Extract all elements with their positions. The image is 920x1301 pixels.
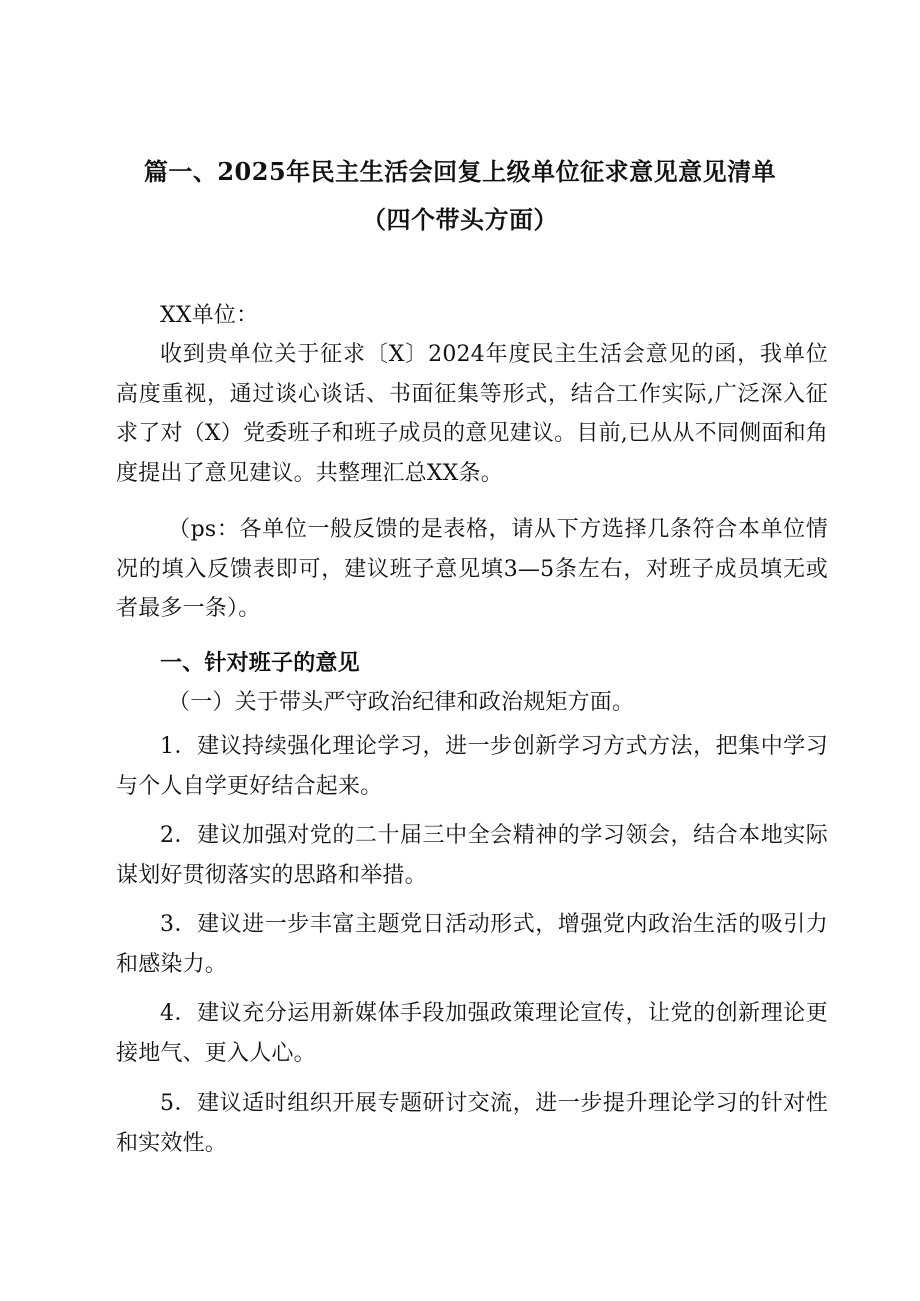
list-item-2: 2．建议加强对党的二十届三中全会精神的学习领会，结合本地实际谋划好贯彻落实的思路和举措。 (116, 823, 828, 888)
list-item-4: 4．建议充分运用新媒体手段加强政策理论宣传，让党的创新理论更接地气、更入人心。 (116, 1001, 828, 1066)
intro-paragraph: 收到贵单位关于征求〔X〕2024年度民主生活会意见的函，我单位高度重视，通过谈心谈话、书面征集等形式，结合工作实际,广泛深入征求了对（X）党委班子和班子成员的意见建议。目前,已从从不同侧面和角度提出了意见建议。共整理汇总XX条。 (116, 342, 828, 486)
note-paragraph: （ps：各单位一般反馈的是表格，请从下方选择几条符合本单位情况的填入反馈表即可，建议班子意见填3—5条左右，对班子成员填无或者最多一条）。 (116, 517, 828, 621)
salutation: XX单位： (160, 303, 259, 328)
list-item-1: 1．建议持续强化理论学习，进一步创新学习方式方法，把集中学习与个人自学更好结合起来。 (116, 734, 828, 799)
list-item-5: 5．建议适时组织开展专题研讨交流，进一步提升理论学习的针对性和实效性。 (116, 1091, 828, 1156)
section-heading: 一、针对班子的意见 (160, 650, 360, 676)
document-title: 篇一、2025年民主生活会回复上级单位征求意见意见清单 (143, 157, 777, 186)
document-subtitle: （四个带头方面） (362, 205, 558, 234)
subsection-heading: （一）关于带头严守政治纪律和政治规矩方面。 (168, 690, 635, 715)
list-item-3: 3．建议进一步丰富主题党日活动形式，增强党内政治生活的吸引力和感染力。 (116, 912, 828, 977)
